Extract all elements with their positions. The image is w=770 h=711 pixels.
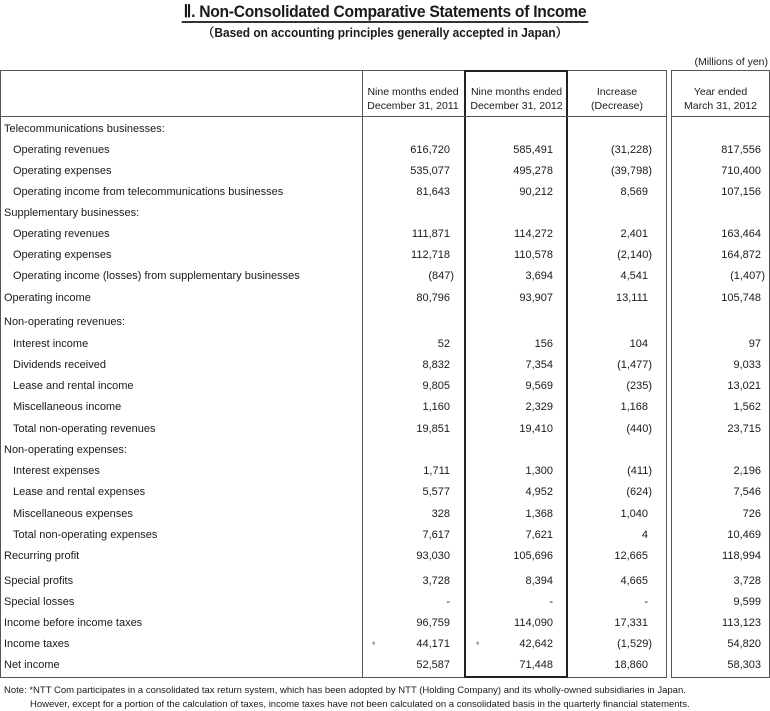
- row-value: 156: [534, 338, 553, 350]
- row-value: 105,696: [513, 550, 553, 562]
- row-label: Net income: [4, 659, 60, 671]
- row-value: 9,569: [525, 380, 553, 392]
- row-value: 52,587: [416, 659, 450, 671]
- column-header-line1: Nine months ended: [470, 86, 563, 98]
- row-value: (1,529): [617, 638, 652, 650]
- row-value: 8,569: [620, 186, 648, 198]
- row-label: Operating revenues: [13, 228, 110, 240]
- row-value: 42,642: [519, 638, 553, 650]
- units-label: (Millions of yen): [694, 56, 768, 68]
- row-value: 12,665: [614, 550, 648, 562]
- row-value: 328: [431, 508, 450, 520]
- header-divider-right: [671, 116, 770, 117]
- table-row: [0, 547, 770, 567]
- row-label: Non-operating expenses:: [4, 444, 127, 456]
- column-header-9m-2011: [362, 85, 464, 113]
- table-row: [0, 289, 770, 309]
- row-label: Special profits: [4, 575, 74, 587]
- table-row: [0, 526, 770, 546]
- row-value: 80,796: [416, 292, 450, 304]
- table-row: [0, 141, 770, 161]
- row-value: 105,748: [721, 292, 761, 304]
- column-header-increase: [568, 85, 666, 113]
- row-label: Miscellaneous income: [13, 401, 122, 413]
- row-value: 1,168: [620, 401, 648, 413]
- row-value: 18,860: [614, 659, 648, 671]
- row-value: 17,331: [614, 617, 648, 629]
- row-value: 19,851: [416, 423, 450, 435]
- table-row: [0, 377, 770, 397]
- row-label: Interest income: [13, 338, 89, 350]
- footnote-line-2: However, except for a portion of the calculation of taxes, income taxes have not been calculated on a consolidated basis in the quarterly financial statements.: [30, 699, 690, 710]
- column-header-9m-2012: [466, 85, 567, 113]
- table-row: [0, 593, 770, 613]
- row-value: 726: [742, 508, 761, 520]
- table-row: [0, 614, 770, 634]
- row-value: 710,400: [721, 165, 761, 177]
- row-value: (411): [627, 465, 652, 477]
- footnote-line-1: Note: *NTT Com participates in a consolidated tax return system, which has been adopted by NTT (Holding Company) and its wholly-owned subsidiaries in Japan.: [4, 685, 686, 696]
- table-row: [0, 225, 770, 245]
- row-value: 1,160: [422, 401, 450, 413]
- row-value: 10,469: [727, 529, 761, 541]
- row-value: 8,394: [525, 575, 553, 587]
- row-label: Dividends received: [13, 359, 106, 371]
- footnote-marker: *: [372, 640, 376, 650]
- row-value: 5,577: [422, 486, 450, 498]
- row-value: 1,040: [620, 508, 648, 520]
- row-value: 4,665: [620, 575, 648, 587]
- row-value: 4,952: [525, 486, 553, 498]
- row-label: Special losses: [4, 596, 75, 608]
- column-header-line1: Increase: [596, 86, 638, 98]
- row-value: 2,196: [733, 465, 761, 477]
- title-text: Ⅱ. Non-Consolidated Comparative Statements of Income: [183, 2, 587, 21]
- row-value: 118,994: [722, 550, 761, 562]
- row-value: 3,728: [733, 575, 761, 587]
- column-header-line1: Year ended: [693, 86, 748, 98]
- row-label: Lease and rental income: [13, 380, 134, 392]
- table-row: [0, 420, 770, 440]
- table-row: [0, 572, 770, 592]
- row-label: Miscellaneous expenses: [13, 508, 133, 520]
- column-header-line2: (Decrease): [591, 100, 643, 112]
- row-value: (624): [626, 486, 652, 498]
- table-row: [0, 120, 770, 140]
- column-header-line2: December 31, 2012: [470, 100, 563, 112]
- row-value: 113,123: [722, 617, 761, 629]
- table-row: [0, 462, 770, 482]
- header-divider: [0, 116, 667, 117]
- table-row: [0, 356, 770, 376]
- row-label: Total non-operating revenues: [13, 423, 156, 435]
- row-value: 163,464: [721, 228, 761, 240]
- table-row: [0, 635, 770, 655]
- row-label: Income before income taxes: [4, 617, 143, 629]
- table-row: [0, 246, 770, 266]
- row-value: 616,720: [410, 144, 450, 156]
- row-value: (440): [626, 423, 652, 435]
- row-value: 7,621: [525, 529, 553, 541]
- table-row: [0, 267, 770, 287]
- row-value: -: [644, 596, 648, 608]
- row-label: Operating income: [4, 292, 91, 304]
- row-value: 9,805: [422, 380, 450, 392]
- row-value: 4,541: [620, 270, 648, 282]
- row-value: 4: [641, 529, 648, 541]
- row-value: 81,643: [416, 186, 450, 198]
- row-value: 13,111: [615, 292, 648, 304]
- row-value: 7,546: [733, 486, 761, 498]
- row-value: 1,711: [423, 465, 450, 477]
- row-value: (2,140): [617, 249, 652, 261]
- row-value: 104: [629, 338, 648, 350]
- row-value: (847): [428, 270, 454, 282]
- table-row: [0, 162, 770, 182]
- row-value: 535,077: [410, 165, 450, 177]
- row-value: 111,871: [411, 228, 450, 240]
- row-value: (31,228): [611, 144, 652, 156]
- row-value: (1,407): [730, 270, 765, 282]
- footnote-marker: *: [476, 640, 480, 650]
- row-value: 23,715: [727, 423, 761, 435]
- row-value: 585,491: [513, 144, 553, 156]
- row-value: 52: [437, 338, 450, 350]
- row-label: Operating expenses: [13, 165, 112, 177]
- row-value: 71,448: [519, 659, 553, 671]
- row-value: (1,477): [617, 359, 652, 371]
- row-label: Recurring profit: [4, 550, 80, 562]
- column-header-line1: Nine months ended: [367, 86, 459, 98]
- row-value: 3,694: [525, 270, 553, 282]
- row-value: 1,368: [525, 508, 553, 520]
- row-label: Operating income from telecommunications businesses: [13, 186, 284, 198]
- row-value: 110,578: [514, 249, 553, 261]
- row-value: 90,212: [519, 186, 553, 198]
- row-label: Total non-operating expenses: [13, 529, 158, 541]
- row-value: 7,617: [422, 529, 450, 541]
- row-value: 2,401: [620, 228, 648, 240]
- row-value: (235): [626, 380, 652, 392]
- row-value: 107,156: [721, 186, 761, 198]
- table-row: [0, 505, 770, 525]
- row-label: Interest expenses: [13, 465, 100, 477]
- table-row: [0, 335, 770, 355]
- row-value: 1,300: [525, 465, 553, 477]
- row-value: 495,278: [513, 165, 553, 177]
- row-label: Operating revenues: [13, 144, 110, 156]
- row-value: 93,907: [519, 292, 553, 304]
- row-label: Lease and rental expenses: [13, 486, 146, 498]
- row-value: 8,832: [422, 359, 450, 371]
- row-value: 3,728: [422, 575, 450, 587]
- row-label: Operating income (losses) from supplementary businesses: [13, 270, 300, 282]
- row-value: 2,329: [525, 401, 553, 413]
- column-header-line2: March 31, 2012: [684, 100, 757, 112]
- row-value: 114,272: [514, 228, 553, 240]
- row-value: 13,021: [727, 380, 761, 392]
- column-header-line2: December 31, 2011: [367, 100, 459, 112]
- row-value: -: [549, 596, 553, 608]
- table-row: [0, 441, 770, 461]
- row-label: Income taxes: [4, 638, 70, 650]
- table-row: [0, 183, 770, 203]
- row-value: 54,820: [727, 638, 761, 650]
- table-row: [0, 398, 770, 418]
- row-label: Supplementary businesses:: [4, 207, 140, 219]
- table-row: [0, 204, 770, 224]
- table-row: [0, 483, 770, 503]
- row-value: 97: [748, 338, 761, 350]
- row-label: Telecommunications businesses:: [4, 123, 165, 135]
- table-row: [0, 656, 770, 676]
- row-value: 164,872: [721, 249, 761, 261]
- row-value: -: [446, 596, 450, 608]
- table-row: [0, 313, 770, 333]
- row-value: 93,030: [416, 550, 450, 562]
- row-value: 58,303: [727, 659, 761, 671]
- row-value: 9,599: [733, 596, 761, 608]
- row-value: 9,033: [733, 359, 761, 371]
- row-value: 44,171: [416, 638, 450, 650]
- row-value: 1,562: [733, 401, 761, 413]
- row-label: Non-operating revenues:: [4, 316, 126, 328]
- row-value: 7,354: [525, 359, 553, 371]
- page-title: [31, 2, 739, 22]
- row-value: 19,410: [519, 423, 553, 435]
- page-subtitle: （Based on accounting principles generally accepted in Japan）: [202, 26, 568, 40]
- column-header-year-2012: [671, 85, 770, 113]
- row-label: Operating expenses: [13, 249, 112, 261]
- row-value: 114,090: [514, 617, 553, 629]
- row-value: 817,556: [721, 144, 761, 156]
- row-value: 112,718: [411, 249, 450, 261]
- row-value: (39,798): [611, 165, 652, 177]
- row-value: 96,759: [416, 617, 450, 629]
